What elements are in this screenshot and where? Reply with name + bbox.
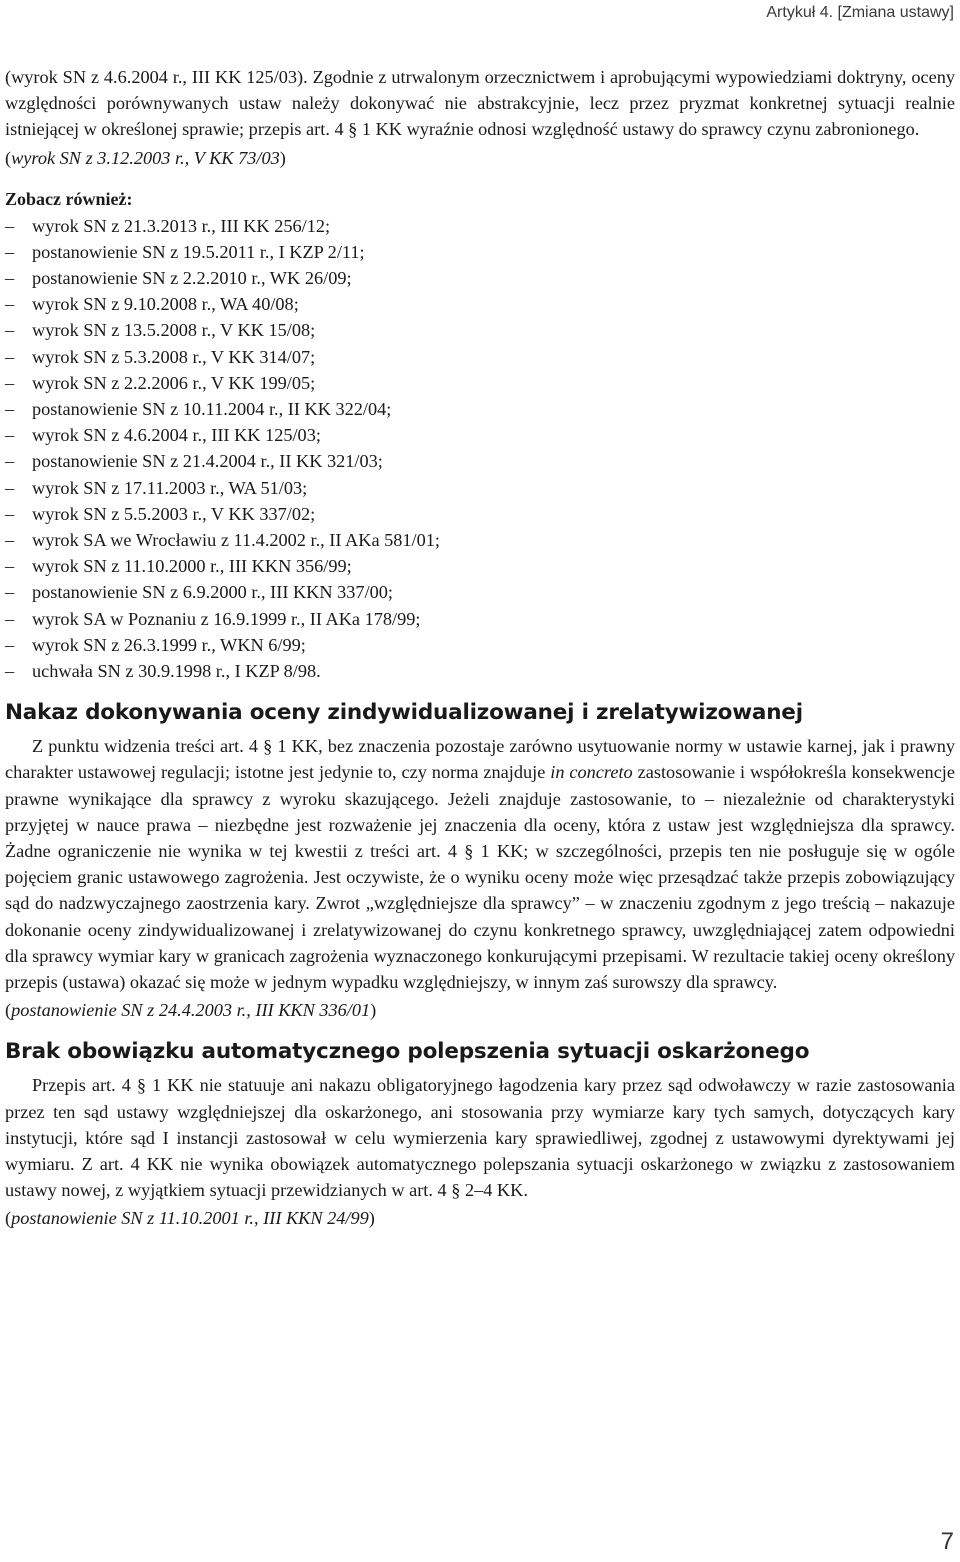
see-also-item-text: wyrok SN z 2.2.2006 r., V KK 199/05;	[32, 372, 316, 393]
see-also-item	[5, 632, 955, 658]
see-also-item-text: postanowienie SN z 21.4.2004 r., II KK 321/03;	[32, 451, 383, 472]
list-dash: –	[5, 503, 15, 524]
see-also-item	[5, 501, 955, 527]
citation-open-paren: (	[5, 1000, 12, 1021]
see-also-item	[5, 448, 955, 474]
see-also-item-text: wyrok SN z 11.10.2000 r., III KKN 356/99;	[32, 556, 352, 577]
citation-open-paren: (	[5, 147, 12, 168]
see-also-item	[5, 344, 955, 370]
see-also-item-text: wyrok SN z 9.10.2008 r., WA 40/08;	[32, 294, 299, 315]
see-also-item-text: postanowienie SN z 6.9.2000 r., III KKN 337/00;	[32, 582, 394, 603]
list-dash: –	[5, 399, 15, 420]
citation-text: postanowienie SN z 11.10.2001 r., III KKN 24/99	[11, 1208, 369, 1229]
running-header: Artykuł 4. [Zmiana ustawy]	[766, 4, 954, 21]
see-also-item	[5, 317, 955, 343]
page-number: 7	[940, 1528, 954, 1555]
see-also-item	[5, 370, 955, 396]
section-heading-individualized-assessment: Nakaz dokonywania oceny zindywidualizowanej i zrelatywizowanej	[5, 700, 803, 726]
list-dash: –	[5, 582, 15, 603]
intro-paragraph: (wyrok SN z 4.6.2004 r., III KK 125/03). Zgodnie z utrwalonym orzecznictwem i aprobującymi wypowiedziami doktryny, oceny względności porównywanych ustaw należy dokonywać nie abstrakcyjnie, lecz przez pryzmat konkretnej sytuacji realnie istniejącej w określonej sprawie; przepis art. 4 § 1 KK wyraźnie odnosi względność ustawy do sprawcy czynu zabronionego.	[5, 67, 955, 140]
list-dash: –	[5, 556, 15, 577]
list-dash: –	[5, 634, 15, 655]
see-also-item-text: wyrok SA w Poznaniu z 16.9.1999 r., II AKa 178/99;	[32, 608, 421, 629]
see-also-item-text: postanowienie SN z 19.5.2011 r., I KZP 2/11;	[32, 241, 365, 262]
see-also-item	[5, 291, 955, 317]
section1-citation	[5, 997, 955, 1023]
list-dash: –	[5, 294, 15, 315]
list-dash: –	[5, 661, 15, 682]
see-also-item	[5, 579, 955, 605]
list-dash: –	[5, 241, 15, 262]
see-also-item-text: wyrok SN z 21.3.2013 r., III KK 256/12;	[32, 215, 331, 236]
list-dash: –	[5, 268, 15, 289]
page-content	[5, 64, 955, 1231]
see-also-item	[5, 422, 955, 448]
see-also-item-text: wyrok SN z 5.5.2003 r., V KK 337/02;	[32, 503, 316, 524]
see-also-item-text: wyrok SA we Wrocławiu z 11.4.2002 r., II AKa 581/01;	[32, 530, 440, 551]
list-dash: –	[5, 451, 15, 472]
section2-paragraph: Przepis art. 4 § 1 KK nie statuuje ani nakazu obligatoryjnego łagodzenia kary przez sąd odwoławczy w razie zastosowania przez ten sąd ustawy względniejszej dla oskarżonego, ani stosowania przy wymiarze kary tych samych, dotyczących kary instytucji, które sąd I instancji zastosował w celu wymierzenia kary sprawiedliwej, zgodnej z ustawowymi dyrektywami jej wymiaru. Z art. 4 KK nie wynika obowiązek automatycznego polepszania sytuacji oskarżonego w związku z zastosowaniem ustawy nowej, z wyjątkiem sytuacji przewidzianych w art. 4 § 2–4 KK.	[5, 1075, 955, 1201]
intro-citation	[5, 145, 955, 171]
see-also-item-text: wyrok SN z 13.5.2008 r., V KK 15/08;	[32, 320, 316, 341]
list-dash: –	[5, 215, 15, 236]
see-also-item-text: uchwała SN z 30.9.1998 r., I KZP 8/98.	[32, 661, 321, 682]
section1-paragraph	[5, 733, 955, 995]
citation-open-paren: (	[5, 1208, 12, 1229]
citation-text: postanowienie SN z 24.4.2003 r., III KKN 336/01	[11, 1000, 371, 1021]
citation-text: wyrok SN z 3.12.2003 r., V KK 73/03	[11, 147, 280, 168]
see-also-item-text: postanowienie SN z 2.2.2010 r., WK 26/09;	[32, 268, 352, 289]
see-also-item-text: wyrok SN z 17.11.2003 r., WA 51/03;	[32, 477, 308, 498]
see-also-item	[5, 213, 955, 239]
section1-italic-phrase: in concreto	[550, 762, 633, 783]
list-dash: –	[5, 477, 15, 498]
see-also-item	[5, 553, 955, 579]
list-dash: –	[5, 346, 15, 367]
see-also-item-text: wyrok SN z 5.3.2008 r., V KK 314/07;	[32, 346, 316, 367]
citation-close-paren: )	[279, 147, 286, 168]
see-also-item	[5, 606, 955, 632]
list-dash: –	[5, 372, 15, 393]
see-also-item	[5, 658, 955, 684]
list-dash: –	[5, 320, 15, 341]
see-also-title: Zobacz również:	[5, 188, 133, 209]
section-heading-no-automatic-improvement: Brak obowiązku automatycznego polepszenia sytuacji oskarżonego	[5, 1039, 810, 1065]
see-also-item	[5, 475, 955, 501]
section1-text-start: Z punktu widzenia treści art. 4 § 1 KK, bez znaczenia pozostaje zarówno usytuowanie normy w ustawie karnej, jak i prawny charakter ustawowej regulacji; istotne jest jedynie to, czy norma znajduje	[5, 736, 955, 783]
see-also-item	[5, 265, 955, 291]
list-dash: –	[5, 608, 15, 629]
citation-close-paren: )	[368, 1208, 375, 1229]
see-also-list	[5, 213, 955, 685]
list-dash: –	[5, 425, 15, 446]
see-also-item-text: wyrok SN z 26.3.1999 r., WKN 6/99;	[32, 634, 306, 655]
see-also-item	[5, 239, 955, 265]
citation-close-paren: )	[370, 1000, 377, 1021]
see-also-item-text: postanowienie SN z 10.11.2004 r., II KK 322/04;	[32, 399, 392, 420]
section2-citation	[5, 1205, 955, 1231]
list-dash: –	[5, 530, 15, 551]
section1-text-end: zastosowanie i współokreśla konsekwencje prawne wynikające dla sprawcy z wyroku skazującego. Jeżeli znajduje zastosowanie, to – niezależnie od charakterystyki przyjętej w nauce prawa – niezbędne jest rozważenie jej znaczenia dla oceny, która z ustaw jest względniejsza dla sprawcy. Żadne ograniczenie nie wynika w tej kwestii z treści art. 4 § 1 KK; w szczególności, przepis ten nie posługuje się w ogóle pojęciem granic ustawowego zagrożenia. Jest oczywiste, że o wyniku oceny może więc przesądzać także przepis zobowiązujący sąd do nadzwyczajnego zaostrzenia kary. Zwrot „względniejsze dla sprawcy” – w znaczeniu zgodnym z jego treścią – nakazuje dokonanie oceny zindywidualizowanej i zrelatywizowanej do czynu konkretnego sprawcy, uwzględniającej zatem odpowiedni dla sprawcy wymiar kary w granicach zagrożenia wyznaczonego konkurującymi przepisami. W rezultacie takiej oceny określony przepis (ustawa) okazać się może w jednym wypadku względniejszy, w innym zaś surowszy dla sprawcy.	[5, 762, 955, 993]
see-also-item	[5, 396, 955, 422]
see-also-item-text: wyrok SN z 4.6.2004 r., III KK 125/03;	[32, 425, 321, 446]
see-also-item	[5, 527, 955, 553]
